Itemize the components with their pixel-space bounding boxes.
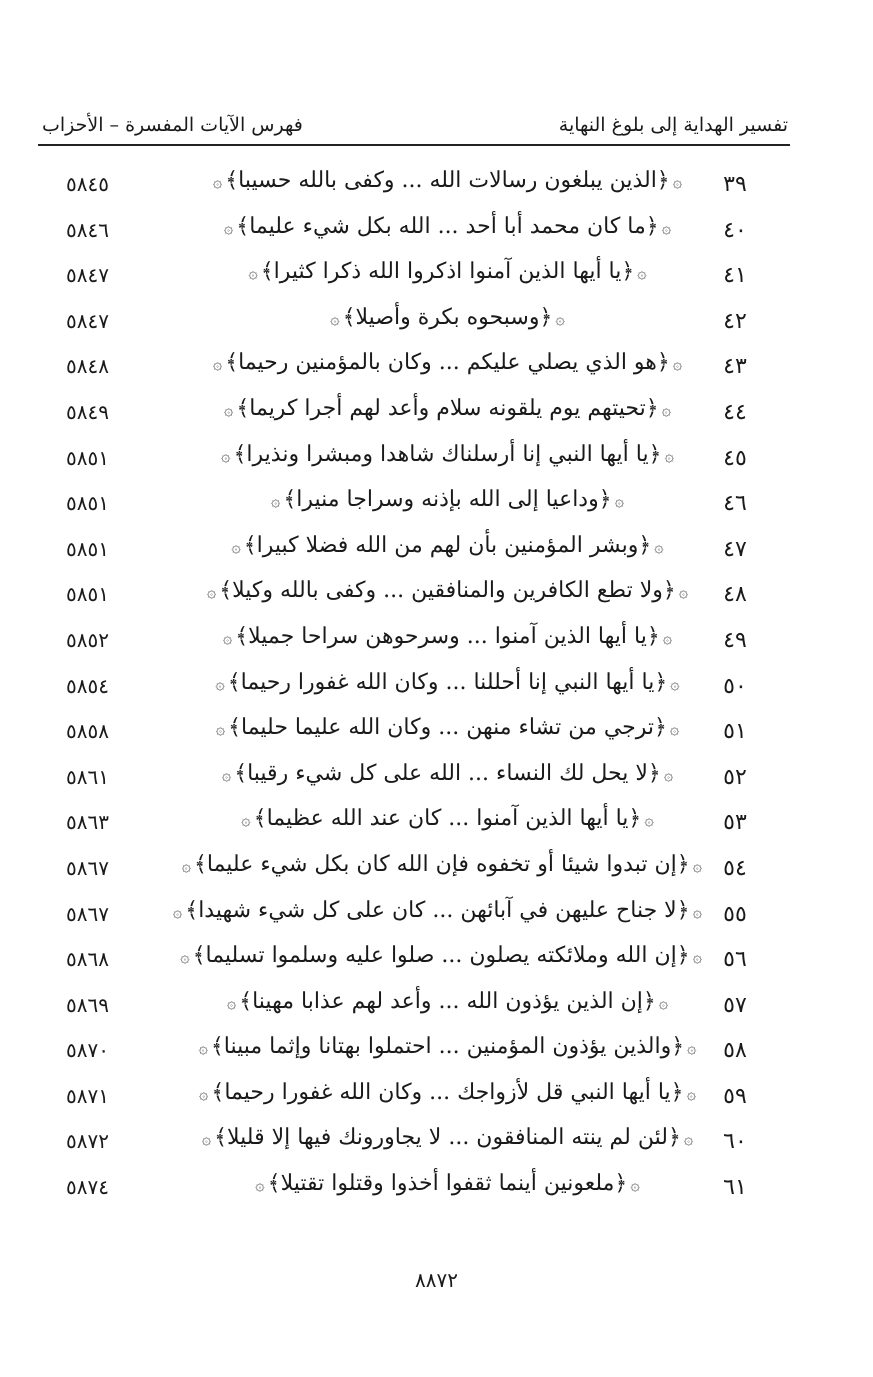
section-title: فهرس الآيات المفسرة – الأحزاب bbox=[42, 114, 303, 136]
verse-number: ٥٢ bbox=[723, 764, 747, 790]
verse-ornament-icon: ۞ bbox=[614, 491, 624, 511]
verse-text: ﴿يا أيها الذين آمنوا اذكروا الله ذكرا كثيرا﴾ bbox=[260, 259, 635, 285]
verse-ornament-icon: ۞ bbox=[637, 263, 647, 283]
verse-text-line bbox=[190, 715, 705, 740]
verse-number: ٤٥ bbox=[723, 445, 747, 471]
verse-text-line bbox=[190, 806, 705, 831]
index-row bbox=[0, 713, 873, 759]
page-reference: ٥٨٤٥ bbox=[66, 172, 109, 196]
verse-number: ٥٩ bbox=[723, 1083, 747, 1109]
index-row bbox=[0, 987, 873, 1033]
index-row bbox=[0, 257, 873, 303]
verse-text: ﴿إن الذين يؤذون الله ... وأعد لهم عذابا مهينا﴾ bbox=[239, 988, 656, 1014]
verse-text-line bbox=[190, 761, 705, 786]
verse-text: ﴿ملعونين أينما ثقفوا أخذوا وقتلوا تقتيلا﴾ bbox=[267, 1171, 628, 1197]
verse-text-line bbox=[190, 487, 705, 512]
verse-number: ٦١ bbox=[723, 1175, 747, 1201]
verse-text: ﴿يا أيها الذين آمنوا ... وسرحوهن سراحا جميلا﴾ bbox=[235, 623, 660, 649]
verse-text: ﴿إن الله وملائكته يصلون ... صلوا عليه وسلموا تسليما﴾ bbox=[192, 943, 690, 969]
verse-text-line bbox=[190, 168, 705, 193]
verse-ornament-icon: ۞ bbox=[212, 354, 223, 374]
verse-number: ٦٠ bbox=[723, 1129, 747, 1155]
verse-number: ٥٥ bbox=[723, 901, 747, 927]
index-row bbox=[0, 1123, 873, 1169]
page-reference: ٥٨٦٧ bbox=[66, 855, 109, 880]
verse-ornament-icon: ۞ bbox=[661, 399, 671, 419]
page-reference: ٥٨٦٧ bbox=[66, 901, 109, 926]
page-reference: ٥٨٤٩ bbox=[66, 399, 109, 424]
index-row bbox=[0, 850, 873, 896]
index-row bbox=[0, 394, 873, 440]
verse-number: ٤٣ bbox=[723, 354, 747, 380]
running-header bbox=[38, 108, 790, 146]
verse-ornament-icon: ۞ bbox=[692, 901, 702, 921]
verse-text: ﴿لئن لم ينته المنافقون ... لا يجاورونك فيها إلا قليلا﴾ bbox=[214, 1125, 681, 1151]
page-reference: ٥٨٦١ bbox=[66, 764, 109, 789]
verse-number: ٤٢ bbox=[723, 308, 747, 334]
verse-number: ٥٨ bbox=[723, 1038, 747, 1064]
verse-ornament-icon: ۞ bbox=[222, 627, 233, 647]
verse-text-line bbox=[172, 897, 705, 923]
verse-ornament-icon: ۞ bbox=[172, 901, 183, 921]
verse-text-line bbox=[190, 442, 705, 467]
page-reference: ٥٨٦٨ bbox=[66, 947, 109, 972]
verse-ornament-icon: ۞ bbox=[669, 719, 680, 739]
index-row bbox=[0, 576, 873, 622]
verse-ornament-icon: ۞ bbox=[330, 308, 340, 328]
verse-text-line bbox=[181, 851, 705, 877]
verse-text-line bbox=[190, 670, 705, 695]
verse-ornament-icon: ۞ bbox=[670, 673, 680, 693]
verse-text-line bbox=[190, 259, 705, 284]
index-row bbox=[0, 1078, 873, 1124]
verse-text-line bbox=[190, 305, 705, 330]
verse-text: ﴿يا أيها النبي إنا أرسلناك شاهدا ومبشرا ونذيرا﴾ bbox=[233, 441, 662, 467]
verse-ornament-icon: ۞ bbox=[686, 1083, 696, 1103]
verse-ornament-icon: ۞ bbox=[255, 1175, 265, 1195]
page-reference: ٥٨٤٧ bbox=[66, 263, 109, 288]
page-reference: ٥٨٧١ bbox=[66, 1083, 109, 1108]
verse-number: ٥٧ bbox=[723, 992, 747, 1018]
index-row bbox=[0, 668, 873, 714]
verse-ornament-icon: ۞ bbox=[663, 764, 674, 784]
verse-text: ﴿ترجي من تشاء منهن ... وكان الله عليما حليما﴾ bbox=[228, 715, 667, 741]
index-row bbox=[0, 1032, 873, 1078]
index-row bbox=[0, 896, 873, 942]
verse-text: ﴿هو الذي يصلي عليكم ... وكان بالمؤمنين رحيما﴾ bbox=[225, 350, 670, 376]
verse-ornament-icon: ۞ bbox=[692, 947, 702, 967]
page-reference: ٥٨٧٢ bbox=[66, 1129, 109, 1154]
verse-text-line bbox=[190, 1080, 705, 1105]
verse-text-line bbox=[190, 1171, 705, 1196]
page-reference: ٥٨٥١ bbox=[66, 491, 109, 516]
verse-ornament-icon: ۞ bbox=[223, 217, 234, 237]
verse-ornament-icon: ۞ bbox=[672, 354, 683, 374]
verse-number: ٥٣ bbox=[723, 810, 747, 836]
page-reference: ٥٨٦٣ bbox=[66, 810, 109, 835]
page-reference: ٥٨٥٨ bbox=[66, 719, 109, 744]
page-reference: ٥٨٧٠ bbox=[66, 1038, 109, 1063]
verse-ornament-icon: ۞ bbox=[231, 536, 241, 556]
verse-ornament-icon: ۞ bbox=[654, 536, 664, 556]
verse-number: ٤٠ bbox=[723, 217, 747, 243]
index-row bbox=[0, 531, 873, 577]
verse-ornament-icon: ۞ bbox=[678, 582, 689, 602]
verse-number: ٤٨ bbox=[723, 582, 747, 608]
verse-ornament-icon: ۞ bbox=[630, 1175, 640, 1195]
page-reference: ٥٨٥١ bbox=[66, 445, 109, 470]
verse-ornament-icon: ۞ bbox=[215, 673, 225, 693]
verse-text-line bbox=[190, 989, 705, 1014]
verse-text: ﴿يا أيها النبي إنا أحللنا ... وكان الله غفورا رحيما﴾ bbox=[227, 669, 668, 695]
verse-text-line bbox=[190, 624, 705, 649]
verse-text: ﴿يا أيها النبي قل لأزواجك ... وكان الله غفورا رحيما﴾ bbox=[211, 1079, 684, 1105]
verse-text: ﴿ولا تطع الكافرين والمنافقين ... وكفى بالله وكيلا﴾ bbox=[219, 578, 676, 604]
verse-number: ٤٩ bbox=[723, 627, 747, 653]
verse-text: ﴿لا جناح عليهن في آبائهن ... كان على كل شيء شهيدا﴾ bbox=[185, 897, 690, 923]
verse-number: ٤٤ bbox=[723, 399, 747, 425]
verse-text: ﴿والذين يؤذون المؤمنين ... احتملوا بهتانا وإثما مبينا﴾ bbox=[210, 1034, 685, 1060]
verse-ornament-icon: ۞ bbox=[181, 855, 191, 875]
page-number: ٨٨٧٢ bbox=[415, 1268, 458, 1292]
verse-number: ٥٠ bbox=[723, 673, 747, 699]
page-reference: ٥٨٥٢ bbox=[66, 627, 109, 652]
page-reference: ٥٨٤٧ bbox=[66, 308, 109, 333]
index-row bbox=[0, 1169, 873, 1215]
verse-number: ٥١ bbox=[723, 719, 747, 745]
index-row bbox=[0, 485, 873, 531]
verse-ornament-icon: ۞ bbox=[248, 263, 258, 283]
page-reference: ٥٨٥١ bbox=[66, 536, 109, 561]
verse-ornament-icon: ۞ bbox=[644, 810, 654, 830]
verse-ornament-icon: ۞ bbox=[215, 719, 226, 739]
verse-ornament-icon: ۞ bbox=[212, 172, 223, 191]
verse-text-line bbox=[180, 943, 705, 969]
page-reference: ٥٨٧٤ bbox=[66, 1175, 109, 1200]
verse-ornament-icon: ۞ bbox=[221, 445, 231, 465]
verse-text: ﴿إن تبدوا شيئا أو تخفوه فإن الله كان بكل شيء عليما﴾ bbox=[193, 851, 690, 877]
verse-ornament-icon: ۞ bbox=[658, 992, 669, 1012]
verse-ornament-icon: ۞ bbox=[201, 1129, 212, 1149]
verse-number: ٤٦ bbox=[723, 491, 747, 517]
verse-text: ﴿وداعيا إلى الله بإذنه وسراجا منيرا﴾ bbox=[283, 487, 612, 513]
verse-ornament-icon: ۞ bbox=[662, 627, 673, 647]
index-row bbox=[0, 166, 873, 212]
page-reference: ٥٨٥٤ bbox=[66, 673, 109, 698]
verse-number: ٤١ bbox=[723, 263, 747, 289]
verse-ornament-icon: ۞ bbox=[206, 582, 217, 602]
verse-number: ٣٩ bbox=[723, 172, 747, 197]
verse-ornament-icon: ۞ bbox=[661, 217, 672, 237]
index-row bbox=[0, 303, 873, 349]
page-reference: ٥٨٤٦ bbox=[66, 217, 109, 242]
page-reference: ٥٨٦٩ bbox=[66, 992, 109, 1017]
verse-ornament-icon: ۞ bbox=[683, 1129, 694, 1149]
verse-ornament-icon: ۞ bbox=[224, 399, 234, 419]
verse-ornament-icon: ۞ bbox=[270, 491, 281, 511]
index-row bbox=[0, 622, 873, 668]
verse-text-line bbox=[190, 1125, 705, 1150]
verse-ornament-icon: ۞ bbox=[221, 764, 232, 784]
verse-ornament-icon: ۞ bbox=[555, 308, 565, 328]
page-reference: ٥٨٥١ bbox=[66, 582, 109, 607]
verse-number: ٥٤ bbox=[723, 855, 747, 881]
verse-text-line bbox=[190, 1034, 705, 1059]
verse-ornament-icon: ۞ bbox=[241, 810, 251, 830]
verse-text-line bbox=[190, 350, 705, 375]
verse-text-line bbox=[190, 533, 705, 558]
verse-ornament-icon: ۞ bbox=[199, 1083, 209, 1103]
page-reference: ٥٨٤٨ bbox=[66, 354, 109, 379]
verse-text: ﴿وبشر المؤمنين بأن لهم من الله فضلا كبيرا﴾ bbox=[243, 532, 652, 558]
verse-text: ﴿الذين يبلغون رسالات الله ... وكفى بالله حسيبا﴾ bbox=[225, 168, 670, 193]
index-row bbox=[0, 759, 873, 805]
verse-ornament-icon: ۞ bbox=[664, 445, 674, 465]
verse-text: ﴿لا يحل لك النساء ... الله على كل شيء رقيبا﴾ bbox=[234, 760, 661, 786]
verse-text: ﴿تحيتهم يوم يلقونه سلام وأعد لهم أجرا كريما﴾ bbox=[236, 395, 659, 421]
index-row bbox=[0, 348, 873, 394]
book-title: تفسير الهداية إلى بلوغ النهاية bbox=[558, 114, 788, 136]
verse-ornament-icon: ۞ bbox=[180, 947, 190, 967]
verse-ornament-icon: ۞ bbox=[226, 992, 237, 1012]
verse-ornament-icon: ۞ bbox=[692, 855, 702, 875]
verse-text: ﴿وسبحوه بكرة وأصيلا﴾ bbox=[342, 304, 553, 330]
verse-number: ٤٧ bbox=[723, 536, 747, 562]
verse-ornament-icon: ۞ bbox=[198, 1038, 208, 1058]
verse-ornament-icon: ۞ bbox=[672, 172, 683, 191]
index-row bbox=[0, 941, 873, 987]
verse-text-line bbox=[190, 214, 705, 239]
verse-text: ﴿يا أيها الذين آمنوا ... كان عند الله عظيما﴾ bbox=[253, 806, 642, 832]
verse-number: ٥٦ bbox=[723, 947, 747, 973]
verse-text-line bbox=[190, 578, 705, 603]
index-row bbox=[0, 212, 873, 258]
verse-text-line bbox=[190, 396, 705, 421]
verse-text: ﴿ما كان محمد أبا أحد ... الله بكل شيء عليما﴾ bbox=[236, 213, 659, 239]
index-row bbox=[0, 440, 873, 486]
index-row bbox=[0, 804, 873, 850]
verse-ornament-icon: ۞ bbox=[687, 1038, 697, 1058]
verse-index-list bbox=[0, 166, 873, 1215]
